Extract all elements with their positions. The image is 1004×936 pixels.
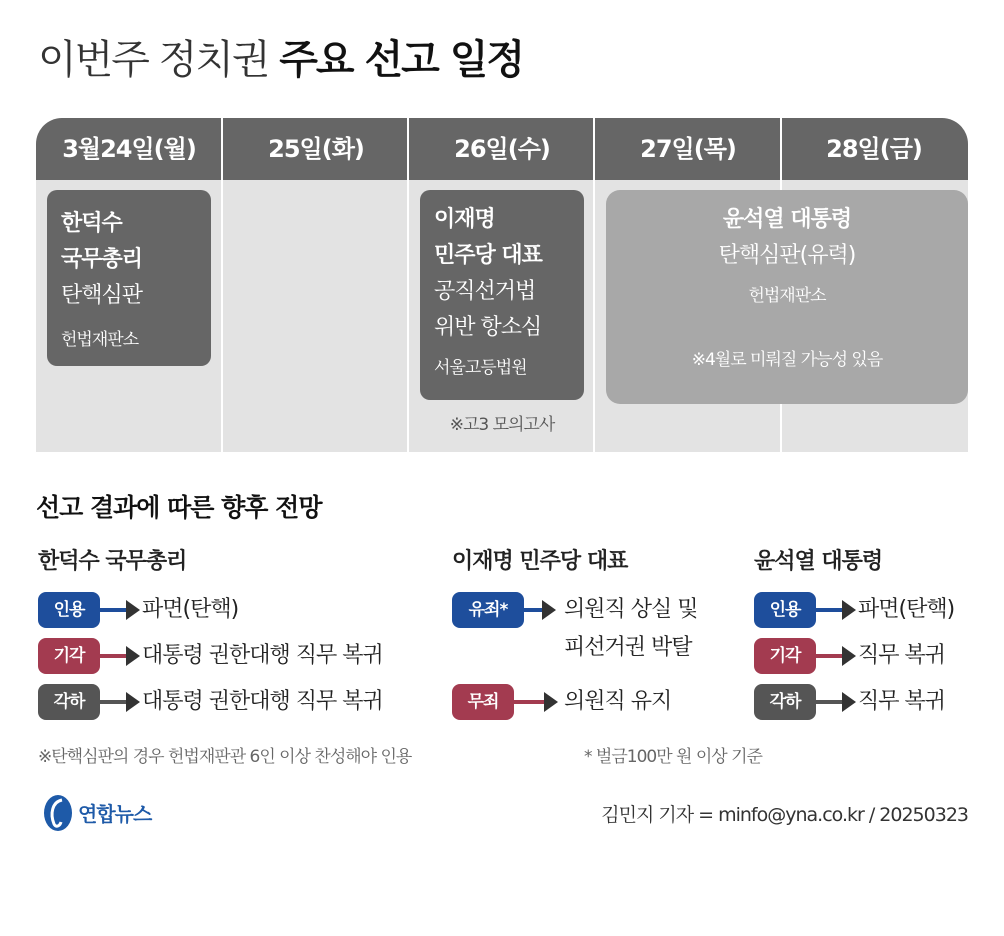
day-header-thu: 27일(목) bbox=[640, 135, 736, 163]
arrow-right-icon bbox=[126, 646, 140, 666]
arrow-right-icon bbox=[544, 692, 558, 712]
event-case-line1: 공직선거법 bbox=[434, 279, 536, 304]
title-light: 이번주 정치권 bbox=[38, 37, 269, 83]
outcome-badge: 인용 bbox=[38, 592, 100, 628]
event-court: 서울고등법원 bbox=[434, 358, 527, 378]
event-yoon-suk-yeol bbox=[606, 190, 968, 404]
event-name-line1: 이재명 bbox=[434, 207, 495, 232]
day-header-mon: 3월24일(월) bbox=[62, 135, 196, 163]
outcome-badge: 무죄 bbox=[452, 684, 514, 720]
outcome-row bbox=[38, 638, 438, 678]
column-title-yoon: 윤석열 대통령 bbox=[754, 549, 883, 574]
schedule-calendar bbox=[36, 118, 968, 452]
event-name-line2: 민주당 대표 bbox=[434, 243, 542, 268]
day-header-tue: 25일(화) bbox=[268, 135, 364, 163]
outcome-result: 대통령 권한대행 직무 복귀 bbox=[142, 643, 383, 668]
outcome-row bbox=[38, 684, 438, 724]
reporter-credit: 김민지 기자 = minfo@yna.co.kr / 20250323 bbox=[601, 804, 968, 826]
arrow-line bbox=[100, 654, 128, 658]
logo-text: 연합뉴스 bbox=[78, 802, 152, 826]
outcome-result-line2: 피선거권 박탈 bbox=[564, 635, 692, 660]
outcome-row bbox=[452, 592, 732, 672]
outcome-row bbox=[754, 684, 974, 724]
column-title-lee: 이재명 민주당 대표 bbox=[452, 549, 628, 574]
arrow-right-icon bbox=[126, 600, 140, 620]
day-divider bbox=[407, 118, 409, 452]
outcome-row bbox=[754, 592, 974, 632]
outcome-row bbox=[754, 638, 974, 678]
yonhap-logo-icon bbox=[40, 792, 76, 834]
title-bold: 주요 선고 일정 bbox=[279, 37, 523, 83]
event-han-duck-soo bbox=[47, 190, 211, 366]
event-note: ※고3 모의고사 bbox=[449, 415, 555, 435]
outcome-row bbox=[38, 592, 438, 632]
event-name-line2: 국무총리 bbox=[61, 247, 143, 272]
page-title bbox=[38, 28, 523, 85]
outcome-badge: 각하 bbox=[754, 684, 816, 720]
day-header-wed: 26일(수) bbox=[454, 135, 550, 163]
event-court: 헌법재판소 bbox=[748, 286, 826, 306]
event-court: 헌법재판소 bbox=[61, 330, 139, 350]
arrow-line bbox=[100, 608, 128, 612]
event-case-line2: 위반 항소심 bbox=[434, 315, 542, 340]
outcome-row bbox=[452, 684, 732, 724]
outcome-result: 대통령 권한대행 직무 복귀 bbox=[142, 689, 383, 714]
column-title-han: 한덕수 국무총리 bbox=[38, 549, 187, 574]
arrow-right-icon bbox=[842, 646, 856, 666]
footnote-fine: * 벌금100만 원 이상 기준 bbox=[584, 747, 762, 767]
outcome-result: 직무 복귀 bbox=[858, 643, 946, 668]
outcome-result: 직무 복귀 bbox=[858, 689, 946, 714]
arrow-line bbox=[816, 608, 844, 612]
event-case: 탄핵심판 bbox=[61, 283, 143, 308]
outcome-badge: 각하 bbox=[38, 684, 100, 720]
arrow-line bbox=[816, 700, 844, 704]
outcome-result: 파면(탄핵) bbox=[142, 597, 239, 622]
arrow-line bbox=[816, 654, 844, 658]
arrow-line bbox=[524, 608, 544, 612]
event-name: 윤석열 대통령 bbox=[722, 207, 852, 232]
day-divider bbox=[593, 118, 595, 452]
arrow-right-icon bbox=[842, 600, 856, 620]
outcome-badge: 기각 bbox=[38, 638, 100, 674]
outcome-result: 의원직 유지 bbox=[564, 689, 672, 714]
outcome-result-line1: 의원직 상실 및 bbox=[564, 597, 698, 622]
event-name-line1: 한덕수 bbox=[61, 211, 122, 236]
arrow-right-icon bbox=[542, 600, 556, 620]
event-lee-jae-myung bbox=[420, 190, 584, 400]
outcome-badge: 인용 bbox=[754, 592, 816, 628]
arrow-line bbox=[100, 700, 128, 704]
event-case: 탄핵심판(유력) bbox=[718, 243, 856, 268]
arrow-right-icon bbox=[126, 692, 140, 712]
outcome-result: 파면(탄핵) bbox=[858, 597, 955, 622]
outcome-badge: 기각 bbox=[754, 638, 816, 674]
footnote-impeachment: ※탄핵심판의 경우 헌법재판관 6인 이상 찬성해야 인용 bbox=[38, 747, 412, 767]
day-divider bbox=[221, 118, 223, 452]
outlook-title: 선고 결과에 따른 향후 전망 bbox=[36, 493, 322, 522]
day-header-fri: 28일(금) bbox=[826, 135, 922, 163]
event-note: ※4월로 미뤄질 가능성 있음 bbox=[691, 350, 883, 370]
outcome-badge: 유죄* bbox=[452, 592, 524, 628]
arrow-right-icon bbox=[842, 692, 856, 712]
arrow-line bbox=[514, 700, 546, 704]
